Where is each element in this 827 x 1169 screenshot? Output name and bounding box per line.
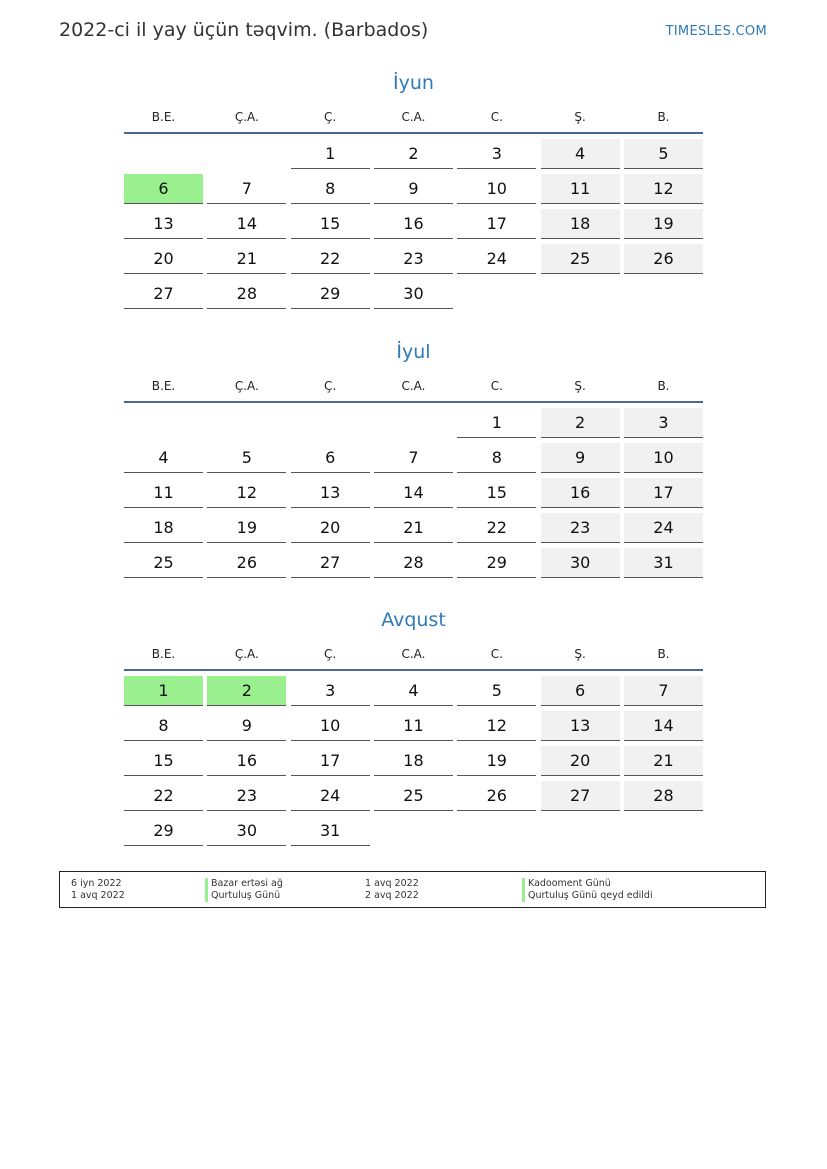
weekday-label: Ç. <box>324 110 337 124</box>
month-title: Avqust <box>381 609 446 631</box>
day-cell: 19 <box>207 513 286 543</box>
day-cell: 31 <box>624 548 703 578</box>
day-cell: 22 <box>291 244 370 274</box>
legend-date: 1 avq 2022 <box>365 878 419 889</box>
day-cell: 31 <box>291 816 370 846</box>
day-cell: 20 <box>124 244 203 274</box>
day-cell: 11 <box>374 711 453 741</box>
empty-cell <box>124 408 203 438</box>
day-cell: 23 <box>374 244 453 274</box>
day-cell: 20 <box>291 513 370 543</box>
day-cell: 26 <box>207 548 286 578</box>
day-cell: 22 <box>124 781 203 811</box>
month-july <box>124 339 703 578</box>
weekday-label: C.A. <box>401 379 426 393</box>
day-cell: 3 <box>457 139 536 169</box>
day-cell: 11 <box>124 478 203 508</box>
day-cell: 29 <box>457 548 536 578</box>
day-cell: 7 <box>374 443 453 473</box>
day-cell: 28 <box>624 781 703 811</box>
day-cell: 30 <box>541 548 620 578</box>
day-cell: 16 <box>207 746 286 776</box>
weekday-header <box>124 110 703 134</box>
day-cell: 23 <box>541 513 620 543</box>
month-august <box>124 607 703 846</box>
day-cell: 18 <box>124 513 203 543</box>
legend-date: 2 avq 2022 <box>365 890 419 901</box>
weekday-label: C. <box>490 379 503 393</box>
day-cell: 8 <box>457 443 536 473</box>
day-cell: 12 <box>207 478 286 508</box>
empty-cell <box>124 139 203 169</box>
empty-cell <box>374 408 453 438</box>
weekday-label: C. <box>490 647 503 661</box>
day-cell: 26 <box>624 244 703 274</box>
day-cell: 10 <box>624 443 703 473</box>
day-cell: 4 <box>374 676 453 706</box>
weekday-label: B.E. <box>151 647 176 661</box>
day-cell: 18 <box>541 209 620 239</box>
legend-date: 1 avq 2022 <box>71 890 125 901</box>
day-cell: 4 <box>124 443 203 473</box>
day-grid <box>124 139 703 309</box>
day-cell: 14 <box>624 711 703 741</box>
legend-holiday-name: Qurtuluş Günü qeyd edildi <box>522 890 653 902</box>
weekday-header <box>124 379 703 403</box>
legend-holiday-name: Kadooment Günü <box>522 878 611 890</box>
weekday-label: B.E. <box>151 110 176 124</box>
day-cell: 4 <box>541 139 620 169</box>
day-cell: 13 <box>291 478 370 508</box>
day-cell: 10 <box>457 174 536 204</box>
day-cell: 12 <box>624 174 703 204</box>
day-cell: 6 <box>541 676 620 706</box>
day-cell: 19 <box>457 746 536 776</box>
holiday-day-cell: 2 <box>207 676 286 706</box>
legend-holiday-name: Bazar ertəsi ağ <box>205 878 283 890</box>
day-cell: 29 <box>291 279 370 309</box>
day-cell: 7 <box>207 174 286 204</box>
day-cell: 9 <box>207 711 286 741</box>
day-cell: 17 <box>291 746 370 776</box>
day-cell: 24 <box>624 513 703 543</box>
day-cell: 16 <box>541 478 620 508</box>
day-cell: 5 <box>624 139 703 169</box>
day-grid <box>124 408 703 578</box>
day-cell: 18 <box>374 746 453 776</box>
legend-holiday-name: Qurtuluş Günü <box>205 890 280 902</box>
day-cell: 7 <box>624 676 703 706</box>
day-cell: 8 <box>124 711 203 741</box>
day-cell: 3 <box>291 676 370 706</box>
day-cell: 16 <box>374 209 453 239</box>
day-cell: 14 <box>207 209 286 239</box>
day-cell: 5 <box>457 676 536 706</box>
weekday-label: C. <box>490 110 503 124</box>
day-cell: 27 <box>291 548 370 578</box>
empty-cell <box>207 139 286 169</box>
day-cell: 12 <box>457 711 536 741</box>
day-cell: 13 <box>124 209 203 239</box>
weekday-label: Ş. <box>574 110 586 124</box>
day-cell: 21 <box>374 513 453 543</box>
day-cell: 17 <box>457 209 536 239</box>
day-cell: 10 <box>291 711 370 741</box>
day-cell: 25 <box>374 781 453 811</box>
day-cell: 2 <box>541 408 620 438</box>
weekday-label: C.A. <box>401 647 426 661</box>
day-cell: 1 <box>291 139 370 169</box>
day-cell: 14 <box>374 478 453 508</box>
page-title: 2022-ci il yay üçün təqvim. (Barbados) <box>59 19 429 41</box>
weekday-label: Ç. <box>324 379 337 393</box>
month-title: İyun <box>393 72 434 94</box>
day-cell: 25 <box>541 244 620 274</box>
holiday-day-cell: 6 <box>124 174 203 204</box>
weekday-label: C.A. <box>401 110 426 124</box>
day-cell: 11 <box>541 174 620 204</box>
day-cell: 1 <box>457 408 536 438</box>
day-cell: 9 <box>541 443 620 473</box>
weekday-label: Ç.A. <box>234 110 259 124</box>
day-cell: 20 <box>541 746 620 776</box>
day-cell: 17 <box>624 478 703 508</box>
day-grid <box>124 676 703 846</box>
day-cell: 21 <box>207 244 286 274</box>
day-cell: 9 <box>374 174 453 204</box>
weekday-label: Ç.A. <box>234 379 259 393</box>
day-cell: 22 <box>457 513 536 543</box>
day-cell: 15 <box>457 478 536 508</box>
day-cell: 19 <box>624 209 703 239</box>
day-cell: 3 <box>624 408 703 438</box>
day-cell: 28 <box>207 279 286 309</box>
day-cell: 27 <box>124 279 203 309</box>
weekday-label: B. <box>657 110 670 124</box>
weekday-label: Ş. <box>574 647 586 661</box>
day-cell: 8 <box>291 174 370 204</box>
site-link[interactable]: TIMESLES.COM <box>665 24 767 39</box>
weekday-label: Ç. <box>324 647 337 661</box>
day-cell: 30 <box>374 279 453 309</box>
day-cell: 29 <box>124 816 203 846</box>
holiday-legend <box>59 871 766 908</box>
day-cell: 24 <box>291 781 370 811</box>
day-cell: 5 <box>207 443 286 473</box>
day-cell: 2 <box>374 139 453 169</box>
day-cell: 13 <box>541 711 620 741</box>
day-cell: 15 <box>291 209 370 239</box>
empty-cell <box>207 408 286 438</box>
day-cell: 6 <box>291 443 370 473</box>
weekday-label: B. <box>657 647 670 661</box>
day-cell: 27 <box>541 781 620 811</box>
month-title: İyul <box>396 341 431 363</box>
day-cell: 28 <box>374 548 453 578</box>
weekday-label: B.E. <box>151 379 176 393</box>
legend-date: 6 iyn 2022 <box>71 878 122 889</box>
day-cell: 26 <box>457 781 536 811</box>
day-cell: 21 <box>624 746 703 776</box>
day-cell: 25 <box>124 548 203 578</box>
day-cell: 24 <box>457 244 536 274</box>
day-cell: 30 <box>207 816 286 846</box>
holiday-day-cell: 1 <box>124 676 203 706</box>
day-cell: 23 <box>207 781 286 811</box>
day-cell: 15 <box>124 746 203 776</box>
weekday-header <box>124 647 703 671</box>
empty-cell <box>291 408 370 438</box>
month-june <box>124 70 703 309</box>
weekday-label: Ş. <box>574 379 586 393</box>
weekday-label: B. <box>657 379 670 393</box>
weekday-label: Ç.A. <box>234 647 259 661</box>
